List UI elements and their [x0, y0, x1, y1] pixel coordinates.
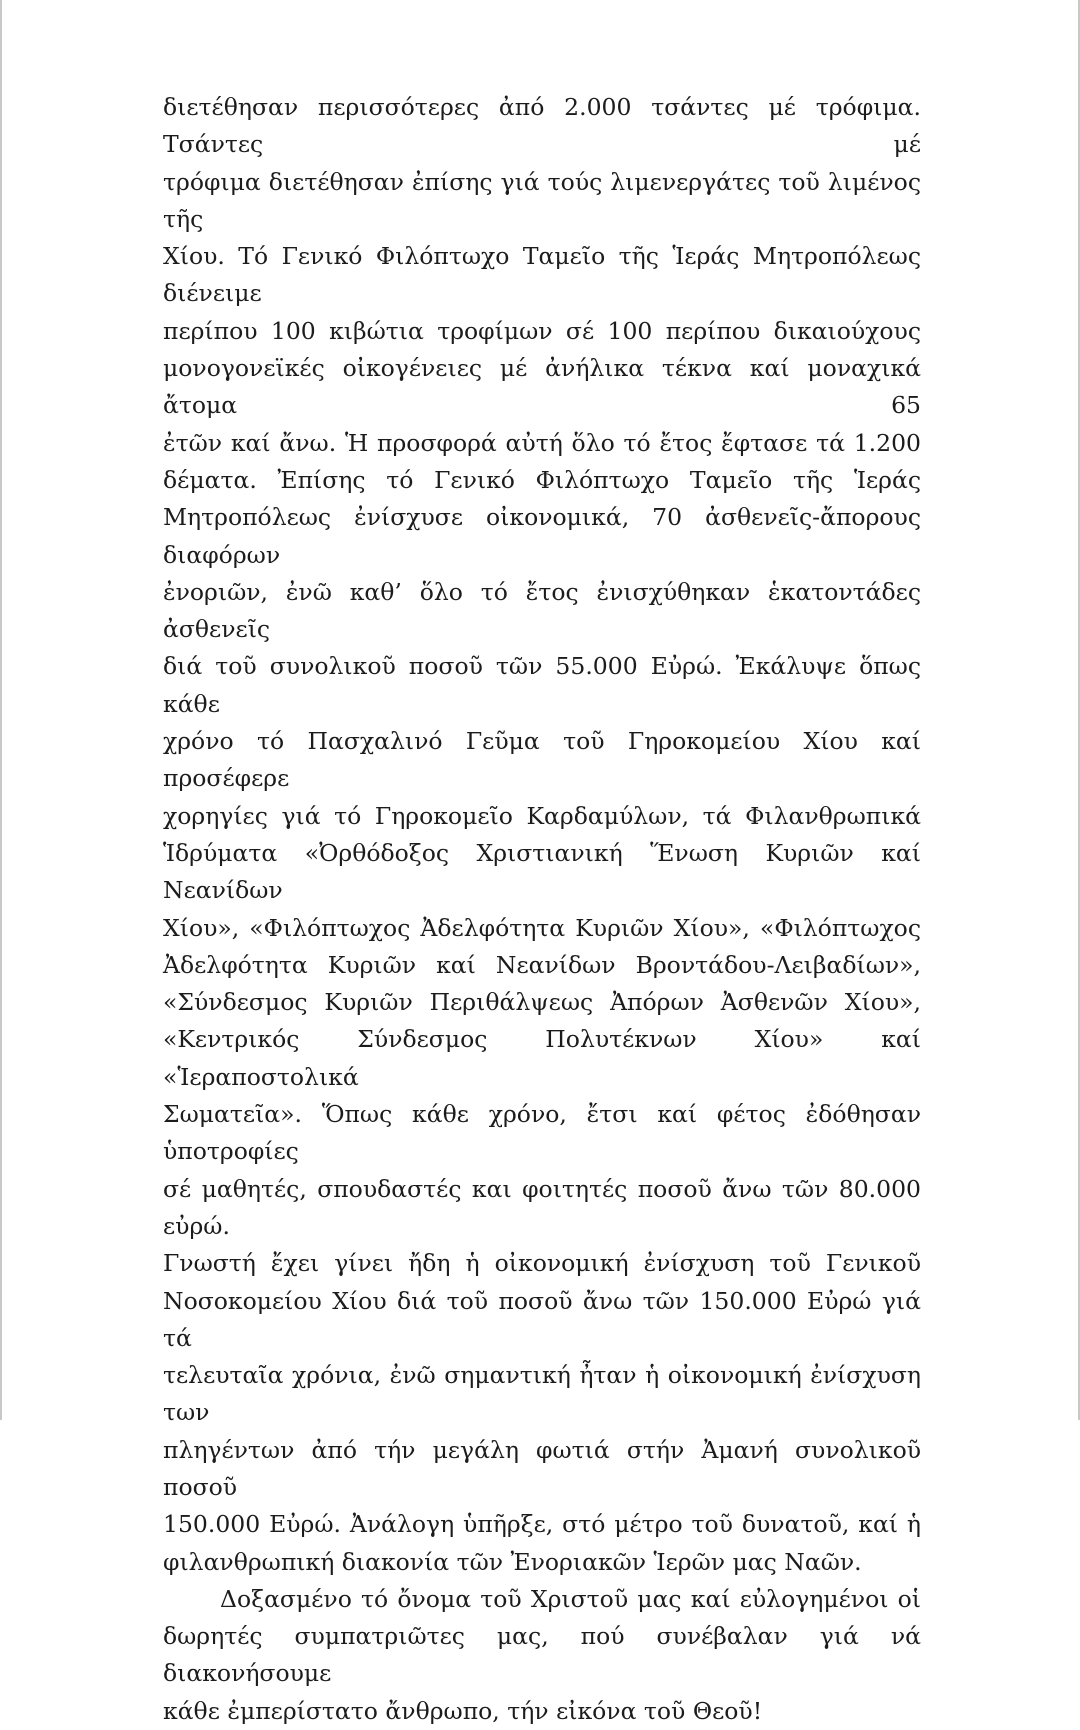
text-line: διά τοῦ συνολικοῦ ποσοῦ τῶν 55.000 Εὐρώ. Ἐκάλυψε ὅπως κάθε: [163, 652, 921, 718]
text-line: τελευταῖα χρόνια, ἐνῶ σημαντική ἦταν ἡ οἰκονομική ἐνίσχυση των: [163, 1361, 921, 1427]
text-line: Μητροπόλεως ἐνίσχυσε οἰκονομικά, 70 ἀσθενεῖς-ἄπορους διαφόρων: [163, 503, 921, 569]
text-line: χορηγίες γιά τό Γηροκομεῖο Καρδαμύλων, τά Φιλανθρωπικά: [163, 801, 921, 830]
text-line: Δοξασμένο τό ὄνομα τοῦ Χριστοῦ μας καί εὐλογημένοι οἱ: [220, 1584, 921, 1613]
text-line: «Σύνδεσμος Κυριῶν Περιθάλψεως Ἀπόρων Ἀσθενῶν Χίου»,: [163, 988, 921, 1017]
text-line: πληγέντων ἀπό τήν μεγάλη φωτιά στήν Ἀμανή συνολικοῦ ποσοῦ: [163, 1435, 921, 1501]
text-line: Ἀδελφότητα Κυριῶν καί Νεανίδων Βροντάδου-Λειβαδίων»,: [163, 950, 921, 979]
paragraph: [163, 1581, 921, 1730]
text-line: Σωματεῖα». Ὅπως κάθε χρόνο, ἔτσι καί φέτος ἐδόθησαν ὑποτροφίες: [163, 1100, 921, 1166]
text-line: ἐτῶν καί ἄνω. Ἡ προσφορά αὐτή ὅλο τό ἔτος ἔφτασε τά 1.200: [163, 428, 921, 457]
text-line: Χίου», «Φιλόπτωχος Ἀδελφότητα Κυριῶν Χίου», «Φιλόπτωχος: [163, 913, 921, 942]
text-line: ἐνοριῶν, ἐνῶ καθ’ ὅλο τό ἔτος ἐνισχύθηκαν ἑκατοντάδες ἀσθενεῖς: [163, 577, 921, 644]
text-line: τρόφιμα διετέθησαν ἐπίσης γιά τούς λιμενεργάτες τοῦ λιμένος τῆς: [163, 167, 921, 233]
text-line: Νοσοκομείου Χίου διά τοῦ ποσοῦ ἄνω τῶν 150.000 Εὐρώ γιά τά: [163, 1286, 921, 1352]
text-line: Ἱδρύματα «Ὀρθόδοξος Χριστιανική Ἕνωση Κυριῶν καί Νεανίδων: [163, 838, 921, 905]
text-line: Χίου. Τό Γενικό Φιλόπτωχο Ταμεῖο τῆς Ἱεράς Μητροπόλεως διένειμε: [163, 242, 921, 308]
text-line: χρόνο τό Πασχαλινό Γεῦμα τοῦ Γηροκομείου Χίου καί προσέφερε: [163, 727, 921, 793]
text-line: φιλανθρωπική διακονία τῶν Ἐνοριακῶν Ἱερῶν μας Ναῶν.: [163, 1547, 862, 1576]
text-line: διετέθησαν περισσότερες ἀπό 2.000 τσάντες μέ τρόφιμα. Τσάντες μέ: [163, 93, 921, 159]
text-line: «Κεντρικός Σύνδεσμος Πολυτέκνων Χίου» καί «Ἱεραποστολικά: [163, 1025, 921, 1091]
paragraph: [163, 89, 921, 1581]
text-line: σέ μαθητές, σπουδαστές και φοιτητές ποσοῦ ἄνω τῶν 80.000 εὐρώ.: [163, 1174, 921, 1240]
text-line: κάθε ἐμπερίστατο ἄνθρωπο, τήν εἰκόνα τοῦ Θεοῦ!: [163, 1696, 763, 1725]
text-line: δωρητές συμπατριῶτες μας, πού συνέβαλαν γιά νά διακονήσουμε: [163, 1622, 921, 1688]
text-line: μονογονεϊκές οἰκογένειες μέ ἀνήλικα τέκνα καί μοναχικά ἄτομα 65: [163, 354, 921, 420]
text-line: 150.000 Εὐρώ. Ἀνάλογη ὑπῆρξε, στό μέτρο τοῦ δυνατοῦ, καί ἡ: [163, 1510, 921, 1539]
text-line: Γνωστή ἔχει γίνει ἤδη ἡ οἰκονομική ἐνίσχυση τοῦ Γενικοῦ: [163, 1249, 921, 1278]
text-block: [163, 89, 921, 1730]
text-line: δέματα. Ἐπίσης τό Γενικό Φιλόπτωχο Ταμεῖο τῆς Ἱεράς: [163, 465, 921, 494]
text-line: περίπου 100 κιβώτια τροφίμων σέ 100 περίπου δικαιούχους: [163, 316, 921, 345]
